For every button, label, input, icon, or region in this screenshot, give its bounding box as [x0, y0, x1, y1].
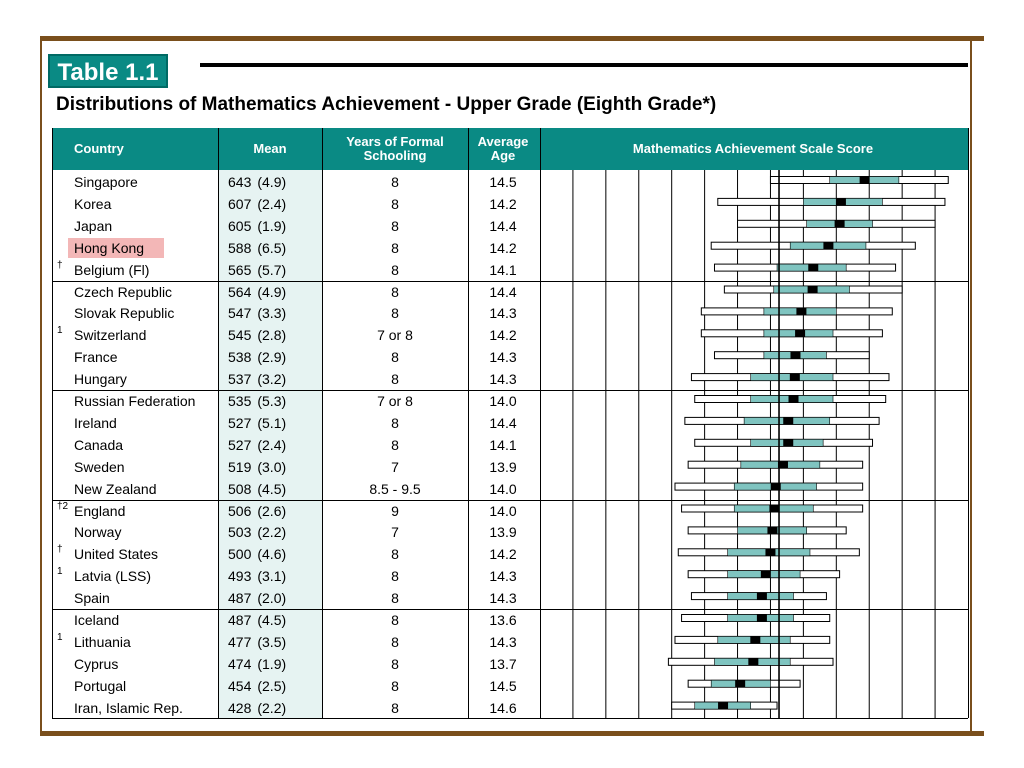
average-age: 14.6: [489, 699, 517, 716]
standard-error: (2.5): [257, 677, 287, 694]
average-age: 14.1: [489, 261, 517, 278]
average-age: 14.3: [489, 568, 517, 585]
mean-marker: [789, 396, 799, 403]
years-of-schooling: 8: [391, 305, 399, 322]
column-separator: [218, 128, 219, 718]
country-name: Hong Kong: [74, 239, 145, 256]
mean-score: [228, 171, 286, 193]
standard-error: (4.5): [257, 612, 287, 628]
years-of-schooling: 7 or 8: [377, 393, 413, 409]
years-of-schooling: 8: [391, 371, 399, 388]
table-tag: Table 1.1: [48, 54, 168, 88]
years-of-schooling: 8: [391, 283, 399, 300]
mean-value: 487: [228, 612, 252, 628]
average-age: 13.9: [489, 458, 517, 475]
mean-value: 519: [228, 458, 252, 475]
mean-marker: [757, 615, 767, 622]
header-country: Country: [74, 141, 124, 156]
mean-value: 527: [228, 436, 252, 453]
years-of-schooling: 8: [391, 261, 399, 278]
mean-marker: [761, 571, 771, 578]
country-name: Japan: [74, 217, 113, 234]
mean-value: 547: [228, 305, 252, 322]
footnote-mark: †2: [57, 500, 69, 512]
standard-error: (2.0): [257, 590, 287, 607]
standard-error: (2.9): [257, 349, 287, 366]
average-age: 14.3: [489, 305, 517, 322]
country-name: Latvia (LSS): [74, 568, 152, 585]
mean-marker: [808, 286, 818, 293]
country-name: Spain: [74, 590, 110, 607]
mean-value: 545: [228, 327, 252, 344]
footnote-mark: †: [57, 259, 63, 271]
mean-score: [228, 609, 286, 631]
standard-error: (1.9): [257, 217, 287, 234]
years-of-schooling: 8: [391, 677, 399, 694]
years-of-schooling: 7 or 8: [377, 327, 413, 344]
mean-marker: [860, 177, 870, 184]
mean-value: 643: [228, 174, 252, 190]
country-name: Russian Federation: [74, 393, 196, 409]
average-age: 13.7: [489, 655, 517, 672]
average-age: 14.2: [489, 327, 517, 344]
mean-value: 565: [228, 261, 252, 278]
mean-score: [228, 412, 286, 434]
mean-value: 493: [228, 568, 252, 585]
country-name: Switzerland: [74, 327, 147, 344]
average-age: 14.3: [489, 590, 517, 607]
header-age: Average Age: [477, 134, 529, 163]
country-name: Korea: [74, 195, 112, 212]
average-age: 14.3: [489, 371, 517, 388]
country-name: Iran, Islamic Rep.: [74, 699, 183, 716]
mean-marker: [808, 264, 818, 271]
standard-error: (5.3): [257, 393, 287, 409]
standard-error: (2.4): [257, 195, 287, 212]
mean-value: 508: [228, 480, 252, 497]
average-age: 14.1: [489, 436, 517, 453]
mean-value: 564: [228, 283, 252, 300]
standard-error: (6.5): [257, 239, 287, 256]
standard-error: (5.7): [257, 261, 287, 278]
standard-error: (2.4): [257, 436, 287, 453]
mean-score: [228, 587, 286, 609]
country-name: Portugal: [74, 677, 127, 694]
mean-score: [228, 500, 286, 522]
mean-marker: [765, 549, 775, 556]
years-of-schooling: 8: [391, 217, 399, 234]
mean-value: 500: [228, 546, 252, 563]
country-name: Czech Republic: [74, 283, 173, 300]
header-scale: Mathematics Achievement Scale Score: [632, 141, 874, 156]
standard-error: (2.6): [257, 502, 287, 519]
mean-score: [228, 675, 286, 697]
mean-marker: [735, 680, 745, 687]
years-of-schooling: 8: [391, 174, 399, 190]
column-separator: [968, 128, 969, 718]
years-of-schooling: 8: [391, 590, 399, 607]
average-age: 13.6: [489, 612, 517, 628]
country-name: Hungary: [74, 371, 127, 388]
mean-score: [228, 302, 286, 324]
mean-marker: [835, 220, 845, 227]
mean-score: [228, 281, 286, 303]
mean-value: 605: [228, 217, 252, 234]
average-age: 14.2: [489, 546, 517, 563]
header-mean: Mean: [253, 141, 287, 156]
mean-score: [228, 456, 286, 478]
years-of-schooling: 8: [391, 349, 399, 366]
years-of-schooling: 7: [391, 458, 399, 475]
standard-error: (4.6): [257, 546, 287, 563]
mean-value: 527: [228, 414, 252, 431]
mean-marker: [796, 308, 806, 315]
country-name: Cyprus: [74, 655, 119, 672]
mean-value: 506: [228, 502, 252, 519]
mean-score: [228, 565, 286, 587]
table-header: [52, 128, 968, 170]
standard-error: (3.0): [257, 458, 287, 475]
average-age: 14.0: [489, 502, 517, 519]
years-of-schooling: 8: [391, 612, 399, 628]
mean-score: [228, 215, 286, 237]
average-age: 14.2: [489, 195, 517, 212]
years-of-schooling: 8: [391, 633, 399, 650]
slide-frame-bottom: [40, 731, 984, 736]
standard-error: (5.1): [257, 414, 287, 431]
mean-marker: [823, 242, 833, 249]
years-of-schooling: 8: [391, 546, 399, 563]
tag-rule: [200, 63, 968, 67]
mean-value: 503: [228, 524, 252, 541]
footnote-mark: †: [57, 544, 63, 556]
standard-error: (2.2): [257, 699, 287, 716]
header-years: Years of Formal Schooling: [346, 134, 444, 163]
country-name: England: [74, 502, 126, 519]
mean-value: 487: [228, 590, 252, 607]
years-of-schooling: 7: [391, 524, 399, 541]
standard-error: (3.5): [257, 633, 287, 650]
mean-score: [228, 390, 286, 412]
standard-error: (4.5): [257, 480, 287, 497]
column-separator: [52, 128, 53, 718]
mean-value: 538: [228, 349, 252, 366]
mean-marker: [783, 439, 793, 446]
country-name: Lithuania: [74, 633, 131, 650]
mean-value: 474: [228, 655, 252, 672]
country-name: France: [74, 349, 118, 366]
country-name: Sweden: [74, 458, 125, 475]
standard-error: (2.8): [257, 327, 287, 344]
mean-marker: [790, 374, 800, 381]
years-of-schooling: 8: [391, 568, 399, 585]
standard-error: (3.1): [257, 568, 287, 585]
years-of-schooling: 8: [391, 436, 399, 453]
mean-value: 477: [228, 633, 252, 650]
standard-error: (4.9): [257, 174, 287, 190]
years-of-schooling: 8.5 - 9.5: [369, 480, 421, 497]
mean-marker: [795, 330, 805, 337]
years-of-schooling: 8: [391, 414, 399, 431]
country-name: Belgium (Fl): [74, 261, 150, 278]
standard-error: (3.2): [257, 371, 287, 388]
country-name: Iceland: [74, 612, 120, 628]
years-of-schooling: 9: [391, 502, 399, 519]
mean-score: [228, 237, 286, 259]
mean-value: 537: [228, 371, 252, 388]
mean-score: [228, 324, 286, 346]
standard-error: (2.2): [257, 524, 287, 541]
mean-marker: [783, 417, 793, 424]
footnote-mark: 1: [57, 631, 63, 643]
years-of-schooling: 8: [391, 195, 399, 212]
average-age: 14.2: [489, 239, 517, 256]
mean-score: [228, 368, 286, 390]
mean-score: [228, 193, 286, 215]
mean-score: [228, 631, 286, 653]
mean-value: 607: [228, 195, 252, 212]
average-age: 13.9: [489, 524, 517, 541]
mean-marker: [750, 636, 760, 643]
mean-score: [228, 697, 286, 719]
standard-error: (1.9): [257, 655, 287, 672]
average-age: 14.0: [489, 393, 517, 409]
country-name: New Zealand: [74, 480, 157, 497]
mean-score: [228, 521, 286, 543]
years-of-schooling: 8: [391, 239, 399, 256]
standard-error: (4.9): [257, 283, 287, 300]
mean-score: [228, 478, 286, 500]
mean-marker: [748, 658, 758, 665]
average-age: 14.3: [489, 349, 517, 366]
mean-marker: [757, 593, 767, 600]
country-name: Singapore: [74, 174, 138, 190]
years-of-schooling: 8: [391, 655, 399, 672]
mean-marker: [767, 527, 777, 534]
average-age: 14.4: [489, 414, 517, 431]
scale-score-chart: [540, 170, 968, 720]
average-age: 14.4: [489, 283, 517, 300]
footnote-mark: 1: [57, 325, 63, 337]
mean-score: [228, 653, 286, 675]
country-name: Slovak Republic: [74, 305, 175, 322]
mean-value: 588: [228, 239, 252, 256]
country-name: Norway: [74, 524, 122, 541]
mean-marker: [718, 702, 728, 709]
standard-error: (3.3): [257, 305, 287, 322]
mean-score: [228, 259, 286, 281]
average-age: 14.4: [489, 217, 517, 234]
mean-value: 454: [228, 677, 252, 694]
table-subtitle: Distributions of Mathematics Achievement - Upper Grade (Eighth Grade*): [56, 94, 717, 115]
mean-marker: [836, 198, 846, 205]
mean-value: 535: [228, 393, 252, 409]
country-name: Canada: [74, 436, 124, 453]
average-age: 14.3: [489, 633, 517, 650]
footnote-mark: 1: [57, 566, 63, 578]
mean-score: [228, 434, 286, 456]
country-name: United States: [74, 546, 159, 563]
mean-score: [228, 543, 286, 565]
mean-marker: [790, 352, 800, 359]
mean-marker: [769, 505, 779, 512]
mean-value: 428: [228, 699, 252, 716]
mean-score: [228, 346, 286, 368]
years-of-schooling: 8: [391, 699, 399, 716]
country-name: Ireland: [74, 414, 117, 431]
average-age: 14.5: [489, 174, 517, 190]
average-age: 14.5: [489, 677, 517, 694]
average-age: 14.0: [489, 480, 517, 497]
